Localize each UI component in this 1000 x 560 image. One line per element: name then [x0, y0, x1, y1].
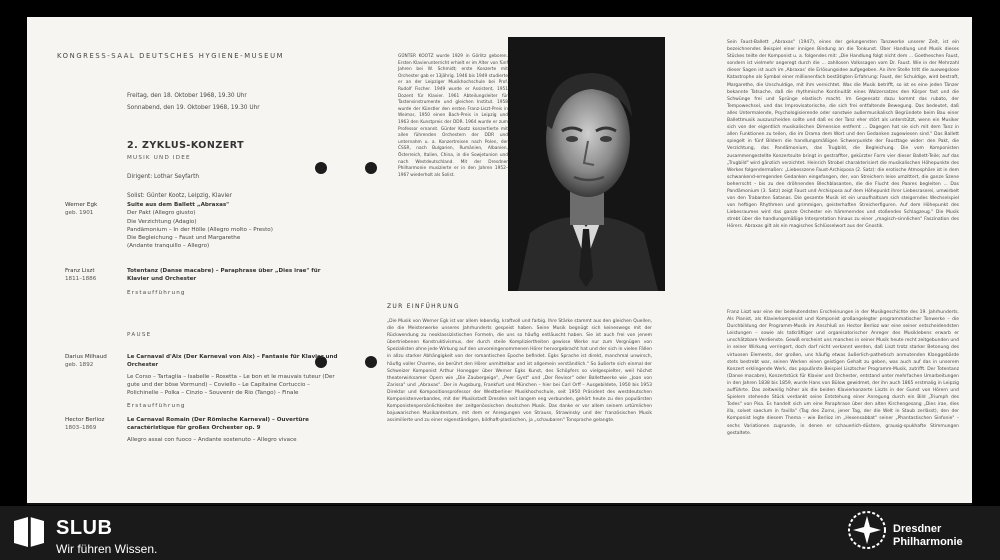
program-item — [127, 201, 342, 251]
venue-header: KONGRESS-SAAL DEUTSCHES HYGIENE-MUSEUM — [57, 52, 285, 60]
concert-subtitle: MUSIK UND IDEE — [127, 155, 191, 161]
concert-title: 2. ZYKLUS-KONZERT — [127, 140, 245, 151]
punch-hole — [365, 356, 377, 368]
introduction-column: „Die Musik von Werner Egk ist vor allem lebendig, kraftvoll und farbig. Ihre Stärke stammt aus den gleichen Quellen, die die Meisterwerke unseres Jahrhunderts gespeist haben. Seine Musik begnügt sich keineswegs mit der Rückwendung zu neoklassizistischen Formeln, die uns so häufig entläuscht haben. Sie ist auch frei von jenem übertriebenen Konstruktivismus, der durch steile Kompliziertheiten gewisse Werke nur zum Vergnügen von Spezialisten ohne jede Wirkung auf den unvoreingenommenen Hörer hervorgebracht hat und der sich in vielen Fällen in allzu starker Abhängigkeit von der romantischen Epoche befindet. Egks Sprache ist direkt, manchmal unwirsch, häufig voller Charme, sie berührt den Hörer unmittelbar und ist allgemein verständlich." So äußerte sich einmal der Schweizer Komponist Arthur Honegger über Werner Egks Kunst, des Schöpfers so vielgespielter, weil höchst theaterwirksamer Opern wie „Die Zaubergeige", „Peer Gynt" und „Der Revisor" oder Ballettwerke wie „Joan von Zarissa" und „Abraxas". Der in Augsburg, Frankfurt und München – hier bei Carl Orff – Ausgebildete, 1950 bis 1953 Direktor und Kompositionsprofessor der Westberliner Musikhochschule, seit 1950 Präsident des westdeutschen Komponistenverbandes, mit der Musikstadt Dresden seit langem eng verbunden, gehört heute zu den populärsten Komponistenpersönlichkeiten der zeitgenössischen deutschen Musik. Das danke er vor allem seinem urtümlichen bajuwarischen Musikantentum, mit dem er Anregungen von Strauss, Strawinsky und der französischen Musik assimilierte und zu einer eigenständigen, bildhaft-plastischen, ja „schaubaren" Tonsprache gelangte. — [387, 319, 652, 424]
orchestra-name: Dresdner Philharmonie — [893, 523, 963, 548]
library-tagline: Wir führen Wissen. — [56, 542, 158, 556]
movement-line: Die Begleichung – Faust und Margarethe — [127, 235, 241, 242]
movement-line: Die Verzichtung (Adagio) — [127, 218, 197, 225]
work-title: Le Carnaval Romain (Der Römische Karneval) – Ouvertüre caractéristique für großes Orchester op. 9 — [127, 417, 309, 432]
conductor-line: Dirigent: Lothar Seyfarth — [127, 174, 200, 180]
pause-label: PAUSE — [127, 332, 152, 338]
introduction-column: Franz Liszt war eine der bedeutendsten Erscheinungen in der Musikgeschichte des 19. Jahrhunderts. Als Pianist, als Klavierkomponist und Komponist großangelegter programmatischer Tonwerke – die Durchbildung der Programm-Musik im Anschluß an Hector Berlioz war eine seiner entscheidendsten Leistungen – sowie als tatkräftiger und organisatorischer Anreger des Musiklebens erwarb er unschätzbare Verdienste. Gewiß erscheint uns manches in seiner Musik heute recht zeitgebunden und in seiner Wirkung verringert, doch darf nicht verkannt werden, daß Liszt trotz starker Betonung des virtuosen Elements, der großen, uns häufig etwas äußerlich-pathetisch anmutenden Klanggebärde stets bestrebt war, seinen Werken einen geistigen Gehalt zu geben, was auch auf das in unserem Konzert erklingende Werk, das populärste Beispiel Lisztscher Programm-Musik, zutrifft. Der Totentanz (Danse macabre), Konzertstück für Klavier und Orchester, entstand unter mehrfachen Umarbeitungen in den Jahren 1838 bis 1859, wurde Hans von Bülow gewidmet, der ihn auch 1865 erstmalig in Leipzig aufführte. Das zeitweilig höher als die beiden Klavierkonzerte Liszts in der Gunst von Hörern und Spielern stehende Stück verdankt seine Entstehung einer Anregung durch ein Bild „Triumph des Todes" von Pisa. Es handelt sich um eine Paraphrase über den alten Kirchengesang „Dies irae, dies illa, solvet saeclum in favilla" (Tag des Zorns, jener Tag, der die Welt in Staub zerlässt), den der Komponist legte diesem Thema – wie Berlioz im „Hexensabbat" seiner „Phantastischen Sinfonie" – sechs Variationen zugrunde, in denen er schauerlich-düstere, grausig-spukhafte Stimmungen gestaltete. — [727, 310, 959, 436]
introduction-heading: ZUR EINFÜHRUNG — [387, 303, 460, 310]
movement-line: (Andante tranquillo – Allegro) — [127, 243, 210, 250]
work-title: Totentanz (Danse macabre) – Paraphrase über „Dies irae" für Klavier und Orchester — [127, 268, 321, 283]
composer-name: Werner Egk geb. 1901 — [65, 202, 98, 216]
work-title: Suite aus dem Ballett „Abraxas" — [127, 202, 230, 208]
introduction-column: Sein Faust-Ballett „Abraxas" (1947), eines der gelungensten Tanzwerke unserer Zeit, ist ein bezeichnendes Beispiel einer innigen Bindung an die Tonkunst. Über Handlung und Musik dieses Stückes teilte der Komponist u. a. folgendes mit: „Die Handlung folgt nicht dem ... Goetheschen Faust, sondern ist vielmehr angeregt durch die ... zahllosen Volkssagen vom Dr. Faust. Wie in der Mehrzahl dieser Sagen ist auch im ‚Abraxas' die Erlösungsidee aufgegeben. An ihre Stelle tritt die auswegslose Katastrophe als Symbol einer millionenfach bestätigten Erfahrung: Faust, der Schuldige, wird bestraft, Margarethe, die Unschuldige, mit ihm vernichtet. Was die Musik betrifft, so ist es eine jeden Tänzer bekannte Tatsache, daß die rhythmische Kontinuität eines Walzersatzes den Körper fast und die Schwünge frei und Sprünge elastisch macht. Im Gegensatz dazu kommt das rubato, der Tempowechsel, und das Improvisatorische, die sich frei entfaltende Bewegung. Das bedeutet, daß alles Untermalende, Psychologisierende oder sonstwie außermusikalisch Begründete beim Bau einer Ballettmusik auszuscheiden sollte und daß es der Tanz eher stört als unterstützt, wenn ein Musiker sich von der eigentlich musikalischen Dimension entfernt ... Dagegen hat sie sich mit dem Tanz in allen Funktionen zu teilen, die im Drama dem Wort und den Gedanken zugewiesen sind." Das Ballett spiegelt in fünf Bildern die handlungsmäßigen Schwerpunkte der Fausttage wider: den Pakt, die Verzichtung, das Pandämonium, das Trugbild, die Begleichung. Die vom Komponisten zusammengestellte Konzertsuite bringt in gestraffter, gekürzter Form vier dieser Ballett-Teile; auf das „Trugbild" wird gänzlich verzichtet. Heinrich Strobel charakterisiert die musikalischen Höhepunkte des Werkes folgendermaßen: „Liebesszene Faust-Archisposa (2. Satz): die erotische Atmosphäre ist in dem schwankend-erregenden Gedanken eingefangen, der, von Streichern leise umzittert, die ganze Szene beherrscht – bis zu den dröhnenden Blechblasanten, die die Flucht des Paares begleiten ... Das Pandämonium (3. Satz) zeigt Faust und Archisposa auf dem Höhepunkt ihrer Liebesraserei, umwirbelt von den Trabanten Satanas. Die gesamte Musik ist ein unaufhaltsam sich steigerndes Wechselspiel von heftigen Rhythmen und grimmigen, geisterhaften Streicherfiguren. Auf dem Höhepunkt des Liebesraumes wird das ganze Orchester ein hämmerndes und stoßendes Schlagzeug." Die Musik strebt über die handlungsmäßige Interpretation hinaus zu einer „magisch-sinnlichen" Faszination des Hörers. Abraxas gilt als ein magisches Schlüsselwort aus der Gnostik. — [727, 40, 959, 230]
punch-hole — [315, 162, 327, 174]
premiere-note: Erstaufführung — [127, 403, 186, 410]
movement-line: Allegro assai con fuoco – Andante sostenuto – Allegro vivace — [127, 436, 297, 443]
date-line: Sonnabend, den 19. Oktober 1968, 19.30 Uhr — [127, 105, 260, 111]
movement-line: Le Corso – Tartaglia – Isabelle – Rosetta – Le bon et le mauvais tuteur (Der gute und der böse Vormund) – Coviello – Le Capitaine Cortuccio – Polichinelle – Polka – Cinzio – Souvenir de Rio (Tango) – Finale — [127, 373, 335, 397]
soloist-line: Solist: Günter Kootz, Leipzig, Klavier — [127, 193, 233, 199]
philharmonie-logo-icon — [845, 508, 889, 552]
program-item — [127, 267, 342, 297]
movement-line: Der Pakt (Allegro giusto) — [127, 210, 196, 217]
program-page — [27, 17, 972, 505]
soloist-portrait — [508, 37, 665, 291]
composer-name: Darius Milhaud geb. 1892 — [65, 354, 107, 368]
punch-hole — [365, 162, 377, 174]
date-line: Freitag, den 18. Oktober 1968, 19.30 Uhr — [127, 93, 247, 99]
program-item — [127, 353, 342, 411]
soloist-bio: GÜNTER KOOTZ wurde 1929 in Görlitz geboren. Ersten Klavierunterricht erhielt er im Alter von fünf Jahren bei W. Schmidt; erste Konzerte mit Orchester gab er 13jährig. 1946 bis 1949 studierte er an der Leipziger Musikhochschule bei Prof. Rudolf Fischer. 1949 wurde er Assistent, 1951 Dozent für Klavier. 1961 Abteilungsleiter für Tastensinstrumente und gleichen Institut. 1958 wurde der Künstler den ersten Franz-Liszt-Preis in Weimar, 1950 einen Bach-Preis in Leipzig und 1963 den Kunstpreis der DDR. 1964 wurde er zum Professor ernannt. Günter Kootz konzertierte mit allen führenden Orchestern der DDR und unternahm u. a. Konzertreisen nach Polen, der ČSSR, nach Bulgarien, Rumänien, Albanien, Österreich, Italien, China, in die Sowjetunion und nach Westdeutschland. Mit der Dresdner Philharmonie musizierte er in den Jahren 1952–1967 wiederholt als Solist. — [398, 54, 508, 178]
work-title: Le Carnaval d'Aix (Der Karneval von Aix) – Fantasie für Klavier und Orchester — [127, 354, 338, 369]
movement-line: Pandämonium – In der Hölle (Allegro molto – Presto) — [127, 226, 273, 233]
concert-dates — [127, 90, 260, 114]
library-name: SLUB — [56, 517, 113, 539]
composer-name: Hector Berlioz 1803–1869 — [65, 417, 105, 431]
premiere-note: Erstaufführung — [127, 289, 186, 296]
slub-logo-icon — [10, 513, 48, 551]
program-item — [127, 416, 342, 444]
composer-name: Franz Liszt 1811–1886 — [65, 268, 97, 282]
portrait-image — [508, 37, 665, 291]
